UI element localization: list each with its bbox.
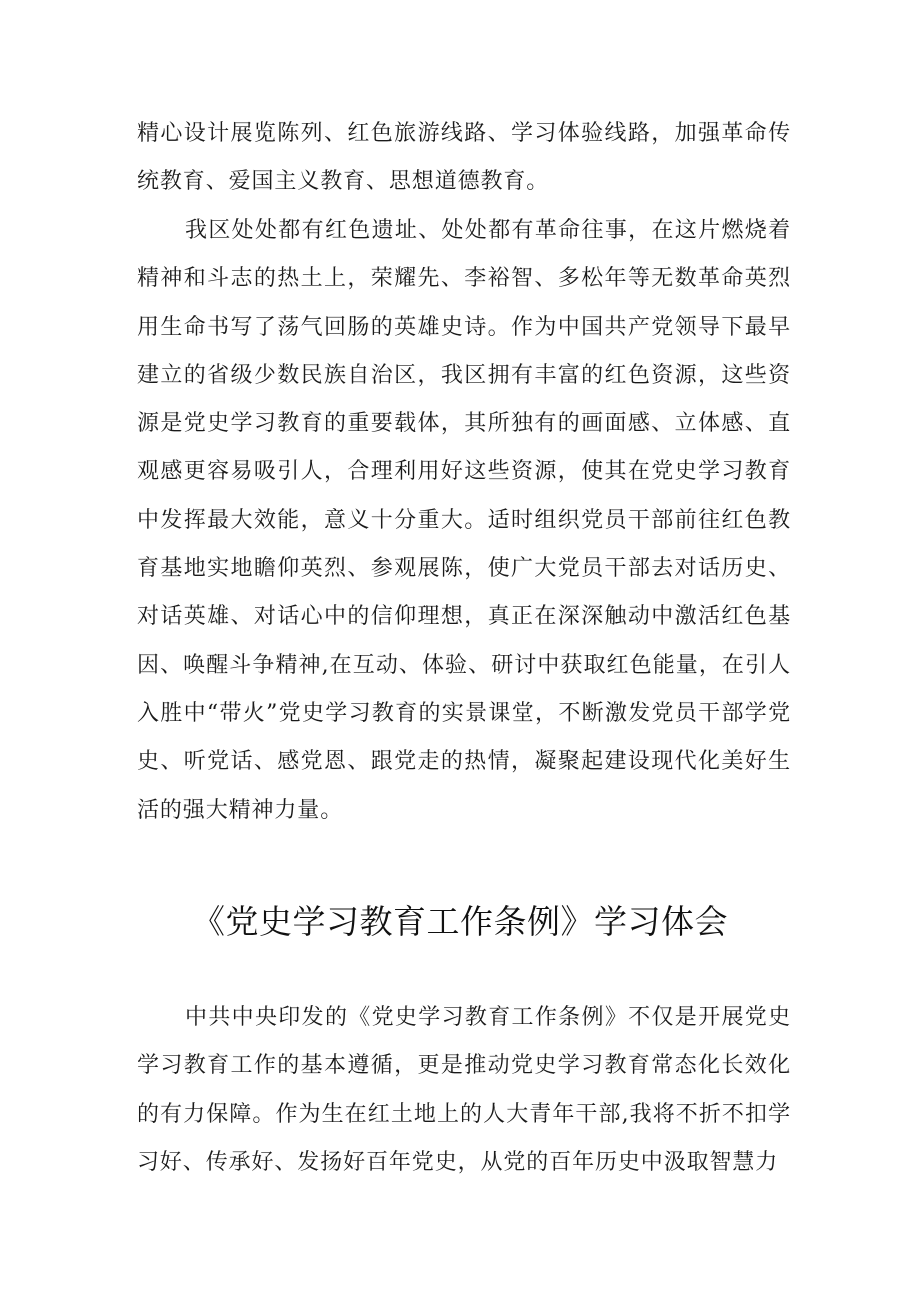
section-title: 《党史学习教育工作条例》学习体会	[192, 902, 728, 941]
paragraph-continuation: 精心设计展览陈列、红色旅游线路、学习体验线路，加强革命传统教育、爱国主义教育、思想道德教育。	[137, 121, 791, 195]
paragraph-red-resources: 我区处处都有红色遗址、处处都有革命往事，在这片燃烧着精神和斗志的热土上，荣耀先、李裕智、多松年等无数革命英烈用生命书写了荡气回肠的英雄史诗。作为中国共产党领导下最早建立的省级少数民族自治区，我区拥有丰富的红色资源，这些资源是党史学习教育的重要载体，其所独有的画面感、立体感、直观感更容易吸引人，合理利用好这些资源，使其在党史学习教育中发挥最大效能，意义十分重大。适时组织党员干部前往红色教育基地实地瞻仰英烈、参观展陈，使广大党员干部去对话历史、对话英雄、对话心中的信仰理想，真正在深深触动中激活红色基因、唤醒斗争精神,在互动、体验、研讨中获取红色能量，在引人入胜中“带火”党史学习教育的实景课堂，不断激发党员干部学党史、听党话、感党恩、跟党走的热情，凝聚起建设现代化美好生活的强大精神力量。	[137, 218, 791, 823]
paragraph-regulation-intro: 中共中央印发的《党史学习教育工作条例》不仅是开展党史学习教育工作的基本遵循，更是推动党史学习教育常态化长效化的有力保障。作为生在红土地上的人大青年干部,我将不折不扣学习好、传承好、发扬好百年党史，从党的百年历史中汲取智慧力	[137, 1005, 791, 1175]
